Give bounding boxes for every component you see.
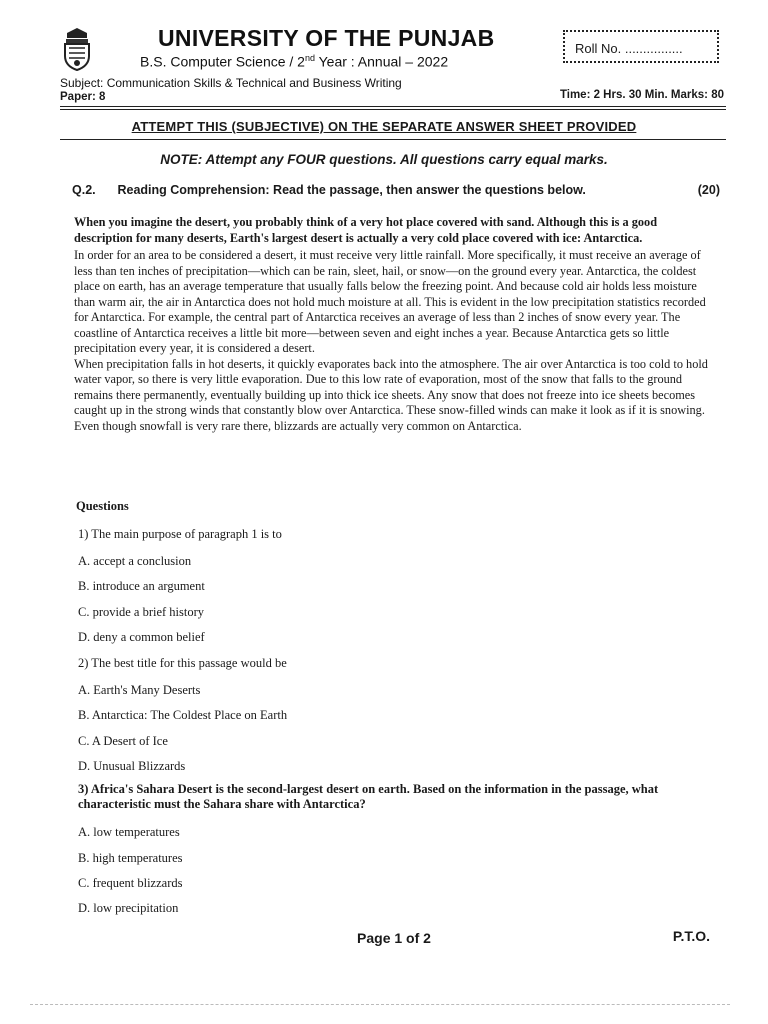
program-sup: nd	[304, 53, 315, 63]
answer-option: B. introduce an argument	[78, 579, 205, 593]
answer-option: C. A Desert of Ice	[78, 734, 168, 748]
header-divider-top	[60, 106, 726, 107]
scan-artifact-line	[30, 1004, 730, 1005]
answer-option: A. low temperatures	[78, 825, 180, 839]
passage-paragraph-1: When you imagine the desert, you probably think of a very hot place covered with sand. Although this is a good description for many deserts, Earth's largest desert is actually a very cold place covered with ice: Antarctica.	[74, 215, 658, 245]
questions-heading: Questions	[76, 499, 129, 513]
university-crest-icon	[60, 26, 94, 72]
question-number: Q.2.	[72, 183, 96, 197]
subject-line: Subject: Communication Skills & Technical and Business Writing	[60, 76, 402, 90]
program-line	[140, 53, 448, 70]
program-prefix: B.S. Computer Science / 2	[140, 53, 305, 70]
answer-option: A. accept a conclusion	[78, 554, 192, 568]
note-instruction: NOTE: Attempt any FOUR questions. All questions carry equal marks.	[160, 152, 608, 167]
answer-option: B. high temperatures	[78, 851, 183, 865]
question-text: Reading Comprehension: Read the passage, then answer the questions below.	[117, 183, 586, 197]
question-2-heading	[72, 183, 720, 197]
paper-number: Paper: 8	[60, 91, 106, 103]
header-divider-bottom	[60, 109, 726, 110]
answer-option: D. Unusual Blizzards	[78, 759, 186, 773]
answer-option: C. provide a brief history	[78, 605, 205, 619]
time-and-marks: Time: 2 Hrs. 30 Min. Marks: 80	[559, 89, 724, 101]
answer-option: D. deny a common belief	[78, 630, 205, 644]
answer-option: B. Antarctica: The Coldest Place on Earth	[78, 708, 288, 722]
passage-paragraph-3: When precipitation falls in hot deserts, it quickly evaporates back into the atmosphere. The air over Antarctica is too cold to hold water vapor, so there is very little evaporation. Due to this low rate of evaporation, most of the snow that falls to the ground remains there permanently, eventually building up into thick ice sheets. Any snow that does not freeze into ice sheets becomes caught up in the strong winds that constantly blow over Antarctica. These snow-filled winds can make it look as if it is snowing. Even though snowfall is very rare there, blizzards are actually very common on Antarctica.	[74, 356, 708, 433]
answer-option: A. Earth's Many Deserts	[78, 683, 201, 697]
question-item: 3) Africa's Sahara Desert is the second-largest desert on earth. Based on the information in the passage, what characteristic must the Sahara share with Antarctica?	[78, 782, 659, 811]
question-item: 2) The best title for this passage would be	[78, 656, 287, 670]
passage-paragraph-2: In order for an area to be considered a desert, it must receive very little rainfall. More specifically, it must receive an average of less than ten inches of precipitation—which can be rain, sleet, hail, or snow—on the ground every year. Antarctica, the coldest place on earth, has an average temperature that usually falls below the freezing point. And because cold air holds less moisture than warm air, the air in Antarctica does not hold much moisture at all. This is evident in the low precipitation statistics recorded for Antarctica. For example, the central part of Antarctica receives an average of less than 2 inches of snow every year. The coastline of Antarctica receives a little bit more—between seven and eight inches a year. Because Antarctica gets so little precipitation every year, it is considered a desert.	[74, 248, 706, 355]
roll-number-box[interactable]: Roll No. ................	[563, 30, 719, 63]
instruction-divider	[60, 139, 726, 140]
answer-option: D. low precipitation	[78, 901, 179, 915]
please-turn-over: P.T.O.	[672, 928, 710, 944]
program-suffix: Year : Annual – 2022	[314, 53, 449, 70]
university-title: UNIVERSITY OF THE PUNJAB	[158, 25, 495, 51]
answer-option: C. frequent blizzards	[78, 876, 183, 890]
page-number: Page 1 of 2	[357, 930, 431, 946]
attempt-instruction: ATTEMPT THIS (SUBJECTIVE) ON THE SEPARATE ANSWER SHEET PROVIDED	[131, 119, 637, 134]
question-item: 1) The main purpose of paragraph 1 is to	[78, 527, 282, 541]
question-marks: (20)	[697, 183, 720, 197]
reading-passage	[74, 215, 714, 434]
